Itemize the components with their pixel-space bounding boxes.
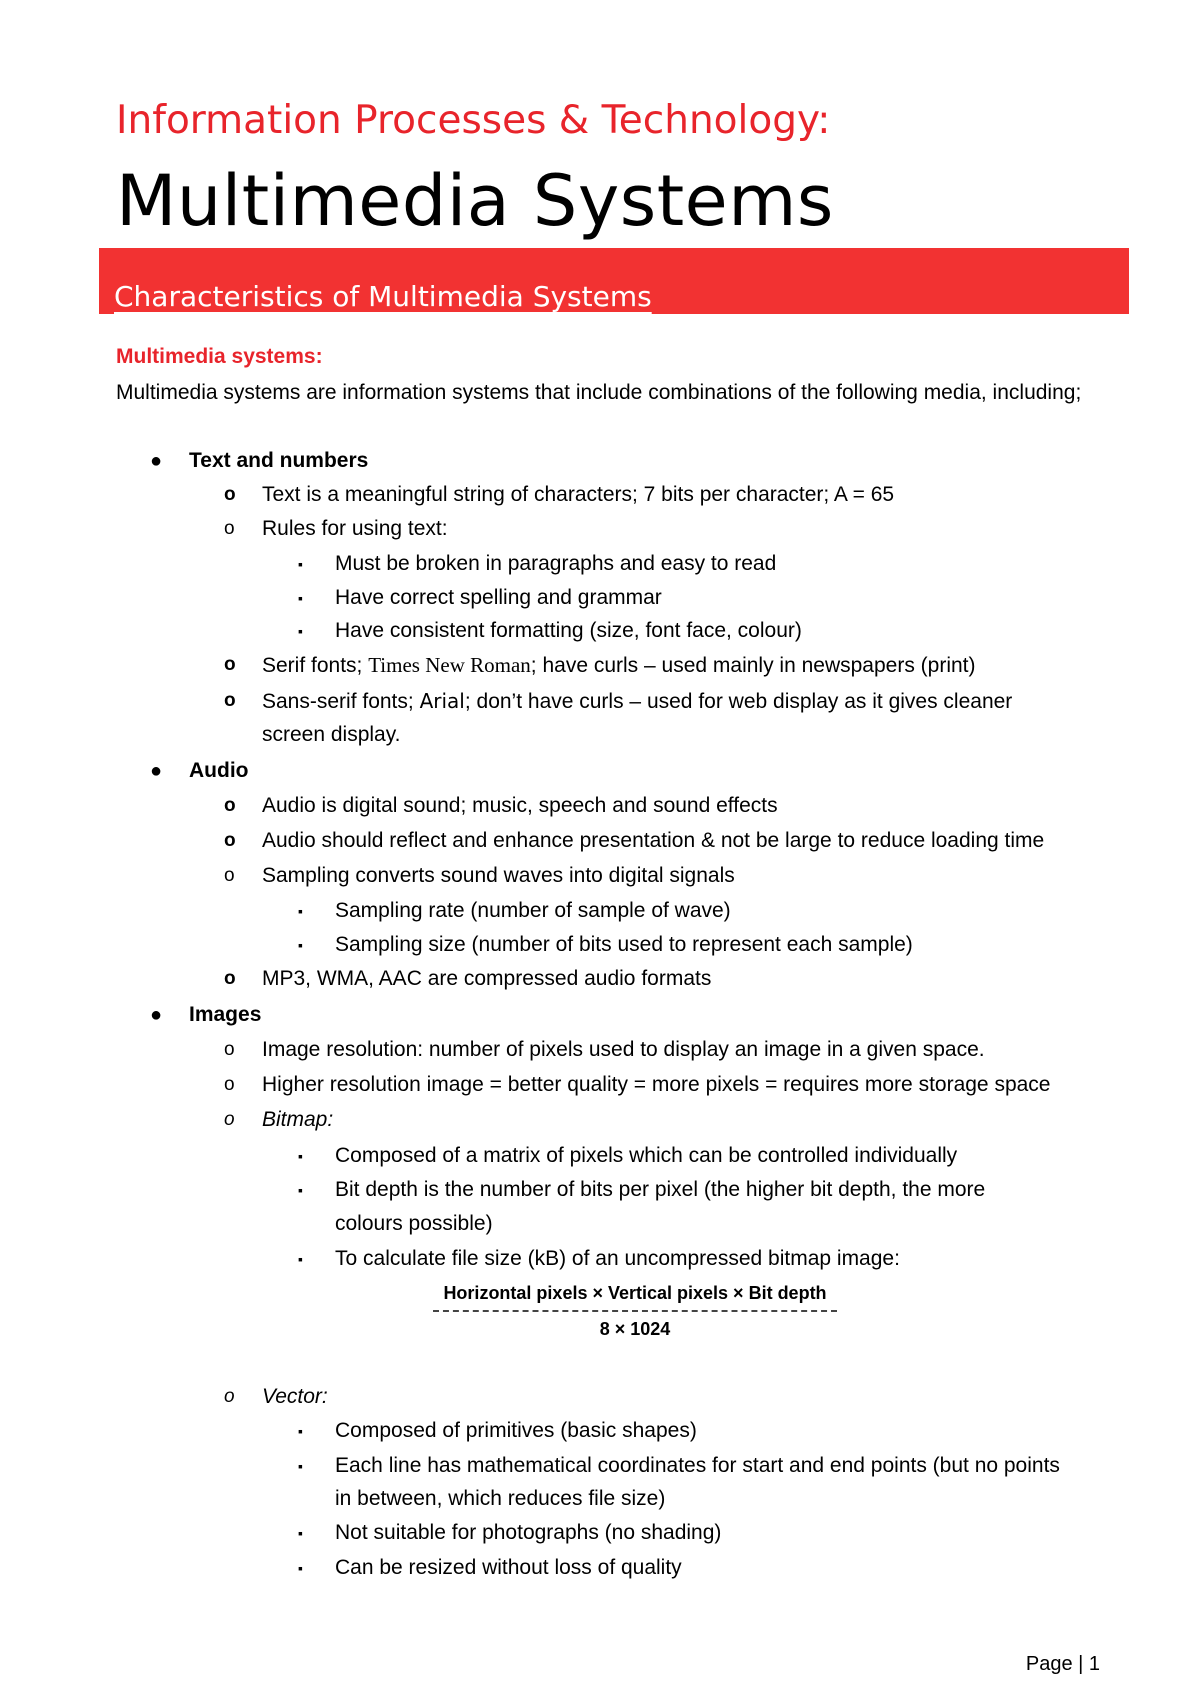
square-bullet-icon: ▪ <box>298 1525 303 1541</box>
formula-denominator: 8 × 1024 <box>599 1319 671 1339</box>
list-item: Must be broken in paragraphs and easy to read <box>335 552 777 575</box>
intro-paragraph: Multimedia systems are information systems that include combinations of the following media, including; <box>116 381 1082 404</box>
section-heading-bar <box>99 248 1129 314</box>
square-bullet-icon: ▪ <box>298 903 303 919</box>
sub-bullet-icon: o <box>224 795 236 816</box>
list-item <box>262 684 1012 719</box>
document-title: Multimedia Systems <box>116 160 834 242</box>
list-item: Audio should reflect and enhance presentation & not be large to reduce loading time <box>262 829 1045 852</box>
list-item: Not suitable for photographs (no shading) <box>335 1521 722 1544</box>
sub-bullet-icon: o <box>224 690 236 711</box>
sans-suffix: ; don’t have curls – used for web display as it gives cleaner <box>464 690 1013 713</box>
list-item: Sampling size (number of bits used to represent each sample) <box>335 933 913 956</box>
list-item <box>262 648 976 683</box>
sub-bullet-icon: o <box>224 830 236 851</box>
sub-bullet-icon: o <box>224 1386 235 1407</box>
text-section-heading: Text and numbers <box>189 449 369 472</box>
list-item-continuation: in between, which reduces file size) <box>335 1487 666 1510</box>
sub-bullet-icon: o <box>224 865 235 886</box>
bitmap-label: Bitmap: <box>262 1108 334 1131</box>
page-number: Page | 1 <box>1025 1653 1100 1675</box>
section-heading: Characteristics of Multimedia Systems <box>114 280 652 313</box>
bullet-icon: ● <box>150 760 163 782</box>
list-item: Text is a meaningful string of characters; 7 bits per character; A = 65 <box>262 483 895 506</box>
sub-bullet-icon: o <box>224 1074 235 1095</box>
sub-bullet-icon: o <box>224 484 236 505</box>
list-item: MP3, WMA, AAC are compressed audio formats <box>262 967 712 990</box>
square-bullet-icon: ▪ <box>298 1423 303 1439</box>
list-item: Image resolution: number of pixels used to display an image in a given space. <box>262 1038 985 1061</box>
square-bullet-icon: ▪ <box>298 1458 303 1474</box>
square-bullet-icon: ▪ <box>298 1251 303 1267</box>
list-item: Each line has mathematical coordinates for start and end points (but no points <box>335 1454 1060 1477</box>
sub-bullet-icon: o <box>224 654 236 675</box>
sub-bullet-icon: o <box>224 1039 235 1060</box>
intro-label: Multimedia systems: <box>116 345 323 368</box>
sans-prefix: Sans-serif fonts; <box>262 690 420 713</box>
serif-prefix: Serif fonts; <box>262 654 369 677</box>
square-bullet-icon: ▪ <box>298 556 303 572</box>
square-bullet-icon: ▪ <box>298 937 303 953</box>
formula-fraction-bar <box>433 1310 837 1312</box>
list-item: Bit depth is the number of bits per pixel (the higher bit depth, the more <box>335 1178 986 1201</box>
images-section-heading: Images <box>189 1003 262 1026</box>
list-item: Sampling converts sound waves into digital signals <box>262 864 735 887</box>
vector-label: Vector: <box>262 1385 328 1408</box>
list-item-continuation: screen display. <box>262 723 401 746</box>
square-bullet-icon: ▪ <box>298 623 303 639</box>
sub-bullet-icon: o <box>224 518 235 539</box>
square-bullet-icon: ▪ <box>298 590 303 606</box>
audio-section-heading: Audio <box>189 759 249 782</box>
list-item: Higher resolution image = better quality = more pixels = requires more storage space <box>262 1073 1051 1096</box>
sans-font-sample: Arial <box>419 689 465 713</box>
list-item: Composed of primitives (basic shapes) <box>335 1419 697 1442</box>
list-item: Audio is digital sound; music, speech and sound effects <box>262 794 778 817</box>
list-item: Composed of a matrix of pixels which can be controlled individually <box>335 1144 958 1167</box>
document-subtitle: Information Processes & Technology: <box>116 98 831 143</box>
sub-bullet-icon: o <box>224 968 236 989</box>
square-bullet-icon: ▪ <box>298 1182 303 1198</box>
serif-font-sample: Times New Roman <box>368 653 531 677</box>
list-item: Rules for using text: <box>262 517 448 540</box>
list-item: Have consistent formatting (size, font face, colour) <box>335 619 802 642</box>
sub-bullet-icon: o <box>224 1109 235 1130</box>
list-item: Can be resized without loss of quality <box>335 1556 682 1579</box>
list-item: Have correct spelling and grammar <box>335 586 662 609</box>
bullet-icon: ● <box>150 450 163 472</box>
serif-suffix: ; have curls – used mainly in newspapers (print) <box>530 654 976 677</box>
list-item-continuation: colours possible) <box>335 1212 493 1235</box>
formula-numerator: Horizontal pixels × Vertical pixels × Bit depth <box>443 1283 827 1303</box>
bullet-icon: ● <box>150 1004 163 1026</box>
list-item: Sampling rate (number of sample of wave) <box>335 899 731 922</box>
square-bullet-icon: ▪ <box>298 1148 303 1164</box>
square-bullet-icon: ▪ <box>298 1560 303 1576</box>
list-item: To calculate file size (kB) of an uncompressed bitmap image: <box>335 1247 900 1270</box>
